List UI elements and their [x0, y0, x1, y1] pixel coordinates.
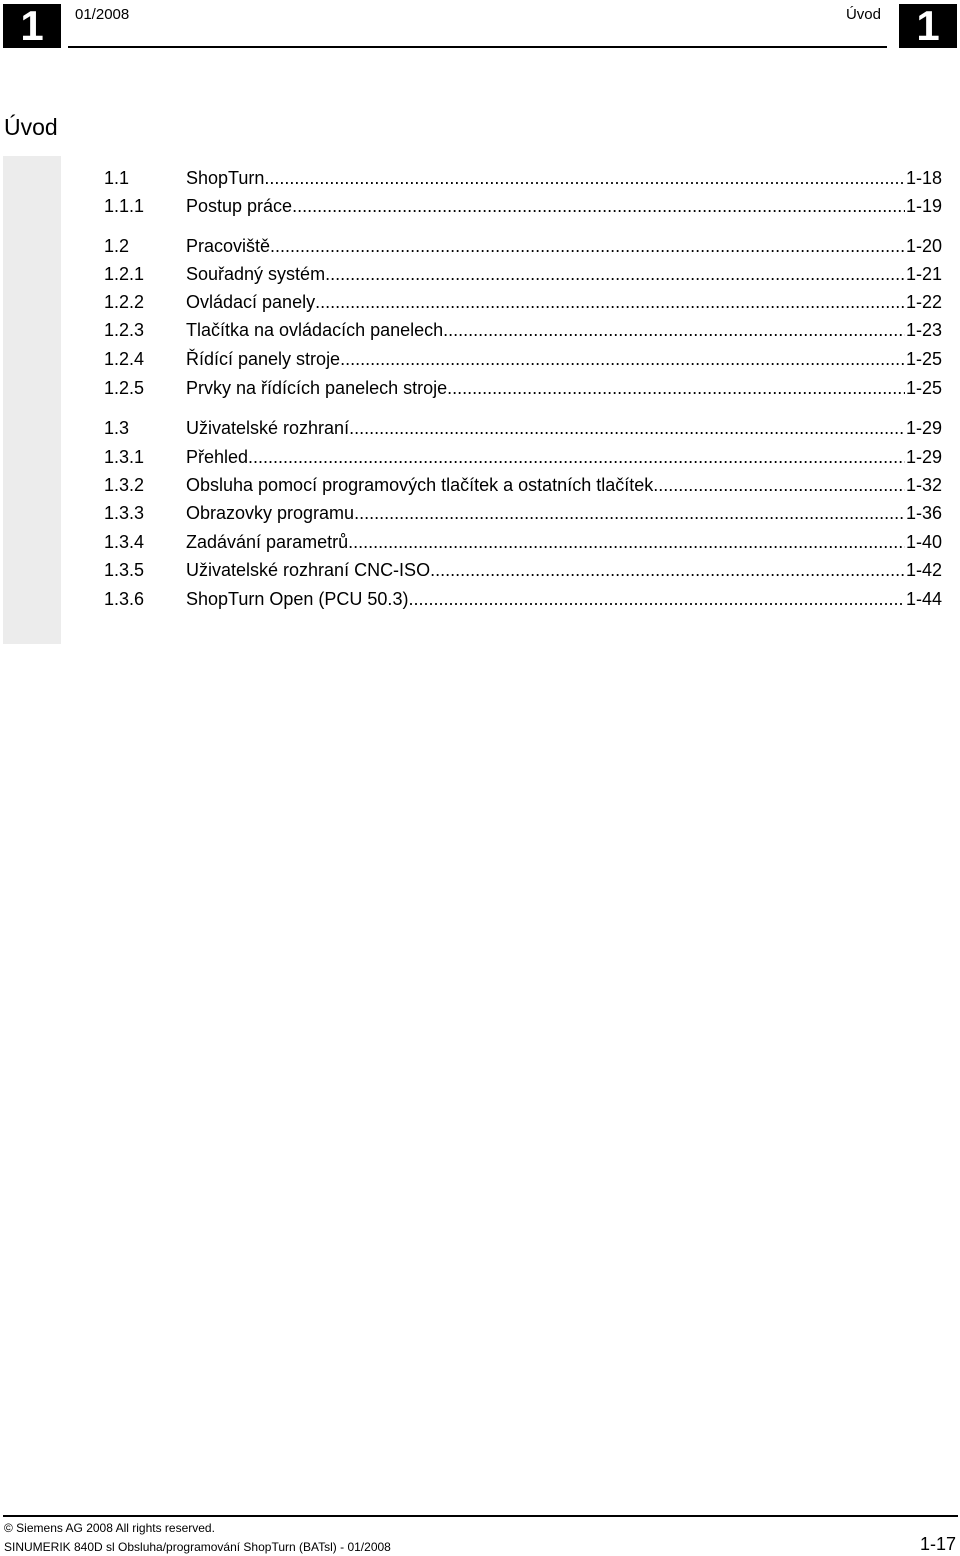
toc-row[interactable]	[104, 261, 942, 287]
toc-row[interactable]	[104, 586, 942, 612]
toc-title: Postup práce	[186, 196, 293, 216]
header-section-title: Úvod	[845, 6, 881, 23]
toc-page: 1-29	[905, 418, 942, 438]
toc-title: Obrazovky programu	[186, 503, 355, 523]
toc-leader	[354, 500, 905, 526]
toc-title: Pracoviště	[186, 236, 271, 256]
toc-number: 1.3.5	[104, 560, 145, 580]
toc-row[interactable]	[104, 346, 942, 372]
toc-title: Prvky na řídících panelech stroje	[186, 378, 448, 398]
toc-leader	[292, 193, 905, 219]
toc-page: 1-20	[905, 236, 942, 256]
header-date: 01/2008	[75, 6, 130, 23]
toc-row[interactable]	[104, 415, 942, 441]
toc-row[interactable]	[104, 529, 942, 555]
toc-leader	[408, 586, 905, 612]
toc-leader	[430, 557, 905, 583]
toc-leader	[349, 415, 905, 441]
toc-page: 1-23	[905, 320, 942, 340]
toc-row[interactable]	[104, 289, 942, 315]
toc-row[interactable]	[104, 317, 942, 343]
footer-rule	[3, 1515, 958, 1517]
toc-title: Přehled	[186, 447, 249, 467]
toc-leader	[443, 317, 905, 343]
toc-number: 1.2	[104, 236, 130, 256]
toc-title: Uživatelské rozhraní CNC-ISO	[186, 560, 431, 580]
toc-title: Obsluha pomocí programových tlačítek a ostatních tlačítek	[186, 475, 654, 495]
toc-row[interactable]	[104, 472, 942, 498]
toc-number: 1.3	[104, 418, 130, 438]
toc-leader	[270, 233, 905, 259]
toc-number: 1.2.2	[104, 292, 145, 312]
toc-leader	[248, 444, 905, 470]
toc-page: 1-25	[905, 378, 942, 398]
toc-row[interactable]	[104, 557, 942, 583]
side-bar	[3, 156, 61, 644]
toc-row[interactable]	[104, 233, 942, 259]
toc-leader	[315, 289, 905, 315]
toc-page: 1-25	[905, 349, 942, 369]
toc-leader	[348, 529, 905, 555]
chapter-number-box-left: 1	[3, 4, 61, 48]
toc-row[interactable]	[104, 165, 942, 191]
toc-page: 1-42	[905, 560, 942, 580]
footer-page-number: 1-17	[919, 1534, 956, 1554]
toc-page: 1-22	[905, 292, 942, 312]
toc-title: Řídící panely stroje	[186, 349, 341, 369]
toc-title: Ovládací panely	[186, 292, 316, 312]
toc-page: 1-36	[905, 503, 942, 523]
toc-page: 1-29	[905, 447, 942, 467]
toc-number: 1.2.4	[104, 349, 145, 369]
toc-title: Tlačítka na ovládacích panelech	[186, 320, 444, 340]
toc-number: 1.3.1	[104, 447, 145, 467]
toc-number: 1.3.3	[104, 503, 145, 523]
toc-page: 1-44	[905, 589, 942, 609]
toc-title: ShopTurn	[186, 168, 265, 188]
toc-leader	[653, 472, 905, 498]
toc-leader	[264, 165, 905, 191]
toc-leader	[447, 375, 905, 401]
toc-page: 1-40	[905, 532, 942, 552]
toc-title: Zadávání parametrů	[186, 532, 349, 552]
toc-page: 1-21	[905, 264, 942, 284]
toc-title: Uživatelské rozhraní	[186, 418, 350, 438]
footer-copyright: © Siemens AG 2008 All rights reserved.	[4, 1521, 215, 1535]
toc-number: 1.2.1	[104, 264, 145, 284]
toc-row[interactable]	[104, 500, 942, 526]
footer-product-line: SINUMERIK 840D sl Obsluha/programování ShopTurn (BATsl) - 01/2008	[4, 1540, 391, 1554]
toc-row[interactable]	[104, 444, 942, 470]
toc-number: 1.2.3	[104, 320, 145, 340]
toc-number: 1.2.5	[104, 378, 145, 398]
toc-leader	[340, 346, 905, 372]
toc-leader	[325, 261, 905, 287]
toc-number: 1.1.1	[104, 196, 145, 216]
chapter-title: Úvod	[4, 114, 58, 140]
toc-number: 1.3.4	[104, 532, 145, 552]
header-rule	[68, 46, 887, 48]
toc-number: 1.1	[104, 168, 130, 188]
toc-title: ShopTurn Open (PCU 50.3)	[186, 589, 409, 609]
toc-row[interactable]	[104, 193, 942, 219]
chapter-number-box-right: 1	[899, 4, 957, 48]
toc-page: 1-19	[905, 196, 942, 216]
toc-page: 1-32	[905, 475, 942, 495]
toc-number: 1.3.6	[104, 589, 145, 609]
toc-title: Souřadný systém	[186, 264, 326, 284]
toc-row[interactable]	[104, 375, 942, 401]
toc-page: 1-18	[905, 168, 942, 188]
toc-number: 1.3.2	[104, 475, 145, 495]
